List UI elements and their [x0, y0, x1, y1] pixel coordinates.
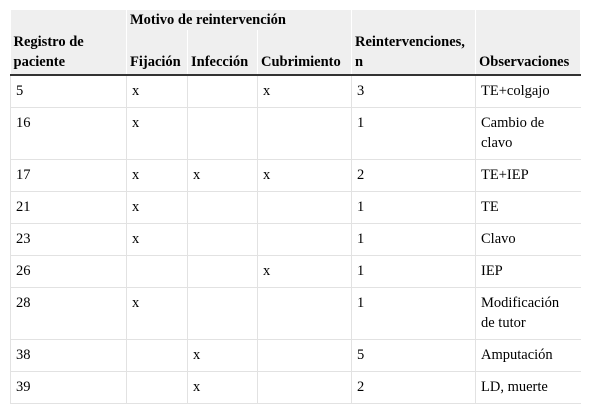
cell-reintervenciones: 3 — [352, 75, 476, 108]
cell-cubrimiento: x — [258, 75, 352, 108]
cell-infeccion — [188, 75, 258, 108]
cell-cubrimiento — [258, 288, 352, 340]
cell-cubrimiento — [258, 372, 352, 404]
cell-infeccion — [188, 192, 258, 224]
cell-fijacion: x — [127, 75, 188, 108]
cell-observaciones: TE+IEP — [476, 160, 581, 192]
table-row — [11, 75, 581, 108]
table-row — [11, 192, 581, 224]
cell-infeccion: x — [188, 160, 258, 192]
cell-infeccion: x — [188, 372, 258, 404]
cell-infeccion — [188, 256, 258, 288]
cell-fijacion — [127, 340, 188, 372]
cell-reintervenciones: 1 — [352, 224, 476, 256]
cell-registro: 26 — [11, 256, 127, 288]
cell-observaciones: TE — [476, 192, 581, 224]
table-row — [11, 224, 581, 256]
cell-reintervenciones: 5 — [352, 340, 476, 372]
header-spacer — [476, 10, 581, 30]
header-observaciones: Observaciones — [476, 30, 581, 75]
cell-fijacion: x — [127, 288, 188, 340]
table-body — [11, 75, 581, 404]
cell-fijacion: x — [127, 192, 188, 224]
table-row — [11, 160, 581, 192]
cell-registro: 17 — [11, 160, 127, 192]
cell-cubrimiento — [258, 340, 352, 372]
cell-reintervenciones: 1 — [352, 288, 476, 340]
cell-reintervenciones: 1 — [352, 108, 476, 160]
cell-observaciones: LD, muerte — [476, 372, 581, 404]
cell-cubrimiento — [258, 192, 352, 224]
cell-reintervenciones: 2 — [352, 160, 476, 192]
table-row — [11, 372, 581, 404]
table-row — [11, 340, 581, 372]
header-reintervenciones: Reintervenciones, n — [352, 30, 476, 75]
table-row — [11, 288, 581, 340]
header-spacer — [11, 10, 127, 30]
cell-infeccion: x — [188, 340, 258, 372]
cell-fijacion — [127, 256, 188, 288]
header-fijacion: Fijación — [127, 30, 188, 75]
cell-fijacion: x — [127, 160, 188, 192]
cell-fijacion: x — [127, 224, 188, 256]
cell-observaciones: IEP — [476, 256, 581, 288]
cell-registro: 16 — [11, 108, 127, 160]
cell-registro: 39 — [11, 372, 127, 404]
cell-infeccion — [188, 288, 258, 340]
cell-reintervenciones: 2 — [352, 372, 476, 404]
table-row — [11, 256, 581, 288]
cell-registro: 28 — [11, 288, 127, 340]
cell-fijacion — [127, 372, 188, 404]
cell-reintervenciones: 1 — [352, 256, 476, 288]
cell-cubrimiento — [258, 108, 352, 160]
cell-cubrimiento — [258, 224, 352, 256]
cell-observaciones: Clavo — [476, 224, 581, 256]
cell-cubrimiento: x — [258, 256, 352, 288]
table-row — [11, 108, 581, 160]
header-spacer — [352, 10, 476, 30]
cell-observaciones: Amputación — [476, 340, 581, 372]
header-cubrimiento: Cubrimiento — [258, 30, 352, 75]
cell-registro: 23 — [11, 224, 127, 256]
cell-observaciones: TE+colgajo — [476, 75, 581, 108]
cell-fijacion: x — [127, 108, 188, 160]
header-infeccion: Infección — [188, 30, 258, 75]
reintervention-table — [10, 10, 581, 404]
table-header — [11, 10, 581, 75]
cell-observaciones: Modificación de tutor — [476, 288, 581, 340]
cell-infeccion — [188, 108, 258, 160]
reintervention-table-container — [10, 10, 580, 404]
cell-observaciones: Cambio de clavo — [476, 108, 581, 160]
cell-registro: 38 — [11, 340, 127, 372]
cell-reintervenciones: 1 — [352, 192, 476, 224]
cell-infeccion — [188, 224, 258, 256]
header-registro: Registro de paciente — [11, 30, 127, 75]
header-motivo-reintervencion: Motivo de reintervención — [127, 10, 352, 30]
cell-cubrimiento: x — [258, 160, 352, 192]
cell-registro: 21 — [11, 192, 127, 224]
cell-registro: 5 — [11, 75, 127, 108]
